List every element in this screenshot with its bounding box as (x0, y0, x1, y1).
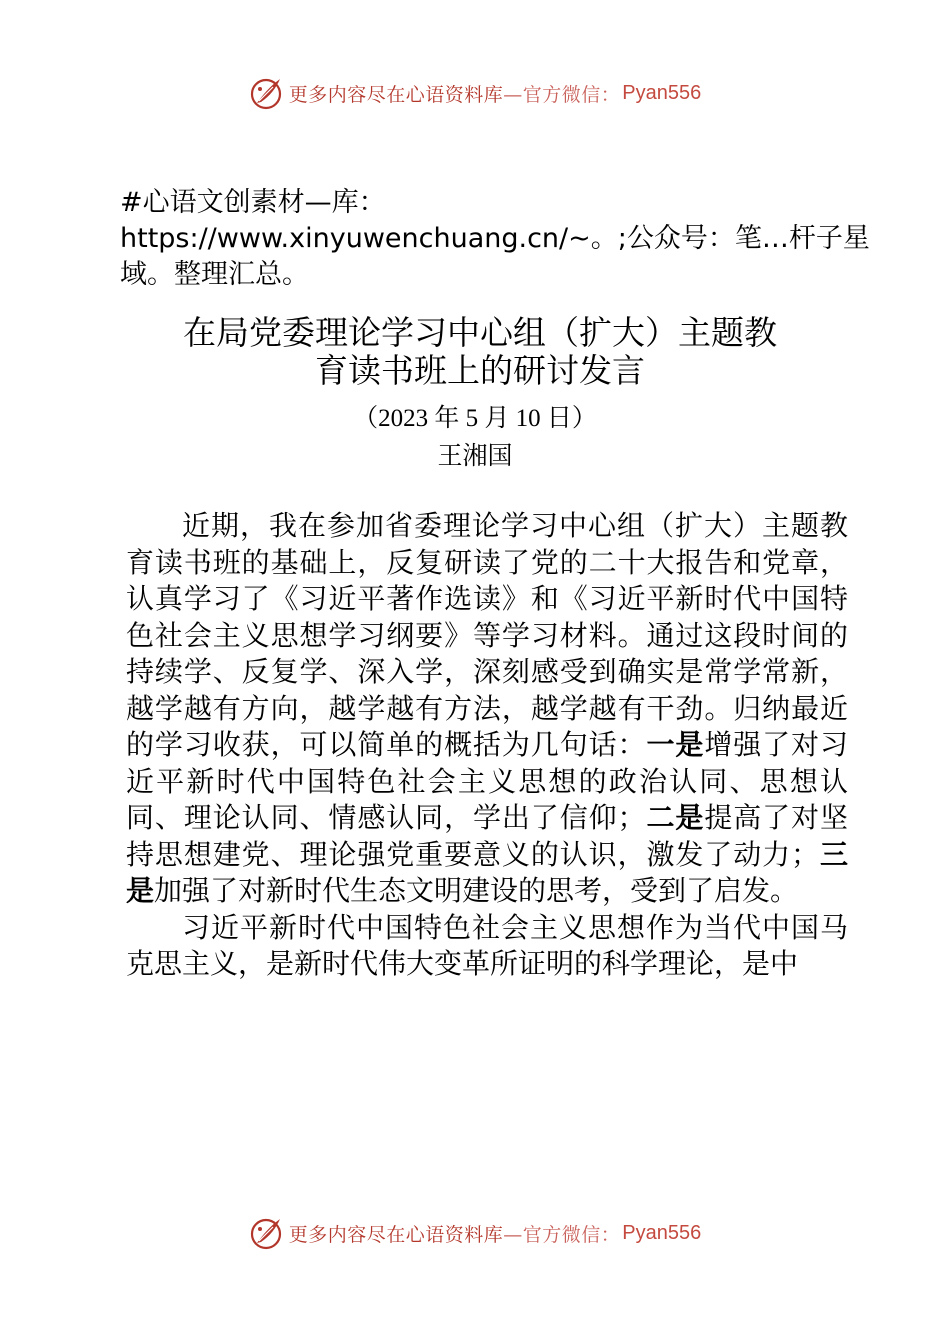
footer-watermark (0, 1211, 950, 1255)
document-title (120, 314, 840, 390)
watermark-contact-id: Pyan556 (622, 81, 702, 104)
watermark-text: 更多内容尽在心语资料库—官方微信： (288, 83, 621, 106)
emphasis-second: 二是 (645, 801, 705, 834)
source-note: #心语文创素材—库：https://www.xinyuwenchuang.cn/~。;公众号：笔…杆子星域。整理汇总。 (120, 187, 870, 290)
paragraph-1: 近期，我在参加省委理论学习中心组（扩大）主题教育读书班的基础上，反复研读了党的二十大报告和党章，认真学习了《习近平著作选读》和《习近平新时代中国特色社会主义思想学习纲要》等学习材料。通过这段时间的持续学、反复学、深入学，深刻感受到确实是常学常新，越学越有方向，越学越有方法，越学越有干劲。归纳最近的学习收获，可以简单的概括为几句话：一是增强了对习近平新时代中国特色社会主义思想的政治认同、思想认同、理论认同、情感认同，学出了信仰；二是提高了对坚持思想建党、理论强党重要意义的认识，激发了动力；三是加强了对新时代生态文明建设的思考，受到了启发。 (126, 509, 848, 907)
document-date: （2023 年 5 月 10 日） (353, 405, 597, 432)
quill-pen-seal-icon (249, 75, 285, 111)
quill-pen-seal-icon (249, 1215, 285, 1251)
header-watermark (0, 71, 950, 115)
paragraph-2: 习近平新时代中国特色社会主义思想作为当代中国马克思主义，是新时代伟大变革所证明的科学理论，是中 (126, 910, 848, 980)
watermark-contact-id: Pyan556 (622, 1221, 702, 1244)
title-line-2: 育读书班上的研讨发言 (315, 351, 645, 390)
emphasis-third: 三是 (126, 837, 848, 907)
emphasis-first: 一是 (646, 728, 705, 761)
title-line-1: 在局党委理论学习中心组（扩大）主题教 (183, 313, 777, 352)
watermark-text: 更多内容尽在心语资料库—官方微信： (288, 1223, 621, 1246)
document-author: 王湘国 (437, 441, 513, 470)
document-body (126, 508, 848, 983)
